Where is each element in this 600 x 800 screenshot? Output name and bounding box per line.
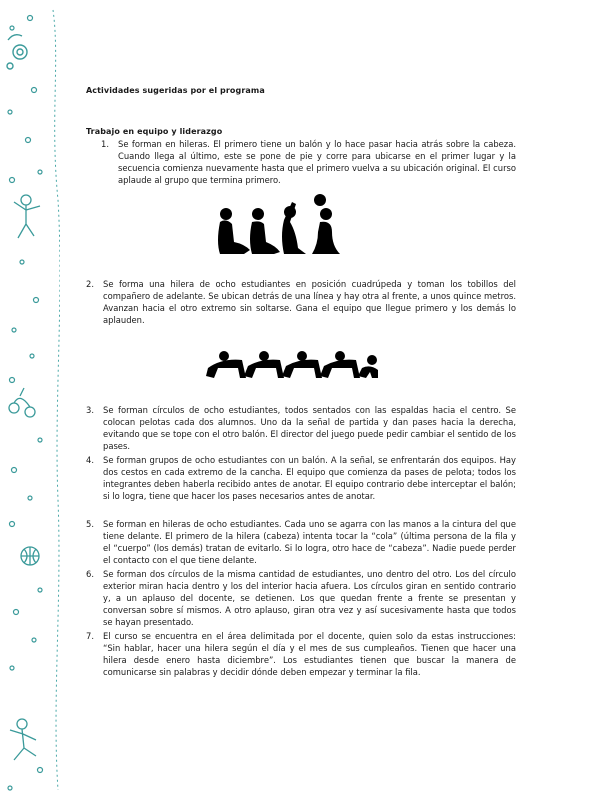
- list-item: [86, 404, 516, 452]
- list-item-number: 2.: [86, 279, 94, 289]
- list-item-number: 3.: [86, 405, 94, 415]
- list-item: [86, 278, 516, 326]
- silhouette-kneeling-arms-up: [282, 202, 306, 254]
- list-item-number: 5.: [86, 519, 94, 529]
- silhouette-crawling-5: [358, 355, 378, 378]
- list-item: [86, 138, 516, 186]
- list-item: [86, 518, 516, 566]
- illustration-ball-passing: [214, 192, 354, 258]
- list-item: [86, 630, 516, 678]
- list-item-text: Se forma una hilera de ocho estudiantes en posición cuadrúpeda y toman los tobillos del compañero de adelante. Se ubican detrás de una línea y hay otra al frente, a unos quince metros. Avanzan hacia el otro extremo sin soltarse. Gana el equipo que llegue primero y los demás lo aplauden.: [103, 279, 516, 325]
- list-item: [86, 568, 516, 628]
- sidebar-kid-jumping-icon: [14, 195, 40, 238]
- list-item-number: 1.: [101, 139, 109, 149]
- section-title: Actividades sugeridas por el programa: [86, 86, 265, 95]
- silhouette-crawling-2: [244, 351, 284, 378]
- list-item: [86, 454, 516, 502]
- illustration-crawling-line: [202, 346, 382, 386]
- list-item-text: Se forman dos círculos de la misma cantidad de estudiantes, uno dentro del otro. Los del círculo exterior miran hacia dentro y los del interior hacia afuera. Los círculos giran en sentido contrario y, a un aplauso del docente, se detienen. Los que quedan frente a frente se presentan y conversan sobre sí mismos. A otro aplauso, giran otra vez y así sucesivamente hasta que todos se hayan presentado.: [103, 569, 516, 627]
- silhouette-seated-2: [250, 208, 280, 254]
- document-page: [86, 0, 518, 800]
- silhouette-crawling-3: [282, 351, 322, 378]
- sidebar-kid-running-icon: [10, 719, 36, 760]
- silhouette-crawling-1: [206, 351, 246, 378]
- list-item-number: 6.: [86, 569, 94, 579]
- sidebar-cherries-icon: [9, 388, 35, 417]
- list-item-number: 4.: [86, 455, 94, 465]
- silhouette-crawling-4: [320, 351, 360, 378]
- sidebar-swirl-top-icon: [7, 35, 27, 69]
- list-item-number: 7.: [86, 631, 94, 641]
- list-item-text: Se forman en hileras. El primero tiene un balón y lo hace pasar hacia atrás sobre la cabeza. Cuando llega al último, este se pone de pie y corre para ubicarse en el primer lugar y la secuencia comienza nuevamente hasta que el primero vuelva a su ubicación original. El curso aplaude al grupo que termina primero.: [118, 139, 516, 185]
- list-item-text: El curso se encuentra en el área delimitada por el docente, quien solo da estas instrucciones: “Sin hablar, hacer una hilera según el día y el mes de sus cumpleaños. Tienen que hacer una hilera desde enero hasta diciembre”. Los estudiantes tienen que buscar la manera de comunicarse sin palabras y decidir dónde deben empezar y terminar la fila.: [103, 631, 516, 677]
- sidebar-dashed-line: [53, 10, 60, 790]
- sidebar-ball-icon: [21, 547, 39, 565]
- list-item-text: Se forman en hileras de ocho estudiantes. Cada uno se agarra con las manos a la cintura del que tiene delante. El primero de la hilera (cabeza) intenta tocar la “cola” (última persona de la fila y el “cuerpo” (los demás) tratan de evitarlo. Si lo logra, otro hace de “cabeza”. Nadie puede perder el contacto con el que tiene delante.: [103, 519, 516, 565]
- list-item-text: Se forman grupos de ocho estudiantes con un balón. A la señal, se enfrentarán dos equipos. Hay dos cestos en cada extremo de la cancha. El equipo que comienza da pases de pelota; todos los integrantes deben haberla recibido antes de anotar. El equipo contrario debe interceptar el balón; si lo logra, tiene que hacer los pases necesarios antes de anotar.: [103, 455, 516, 501]
- silhouette-standing-with-ball: [312, 194, 340, 254]
- decorative-sidebar: [0, 0, 60, 800]
- subsection-title: Trabajo en equipo y liderazgo: [86, 127, 223, 136]
- list-item-text: Se forman círculos de ocho estudiantes, todos sentados con las espaldas hacia el centro. Se colocan pelotas cada dos alumnos. Uno da la señal de partida y dan pases hacia la derecha, evitando que se tope con el otro balón. El director del juego puede pedir cambiar el sentido de los pases.: [103, 405, 516, 451]
- silhouette-seated-1: [218, 208, 250, 254]
